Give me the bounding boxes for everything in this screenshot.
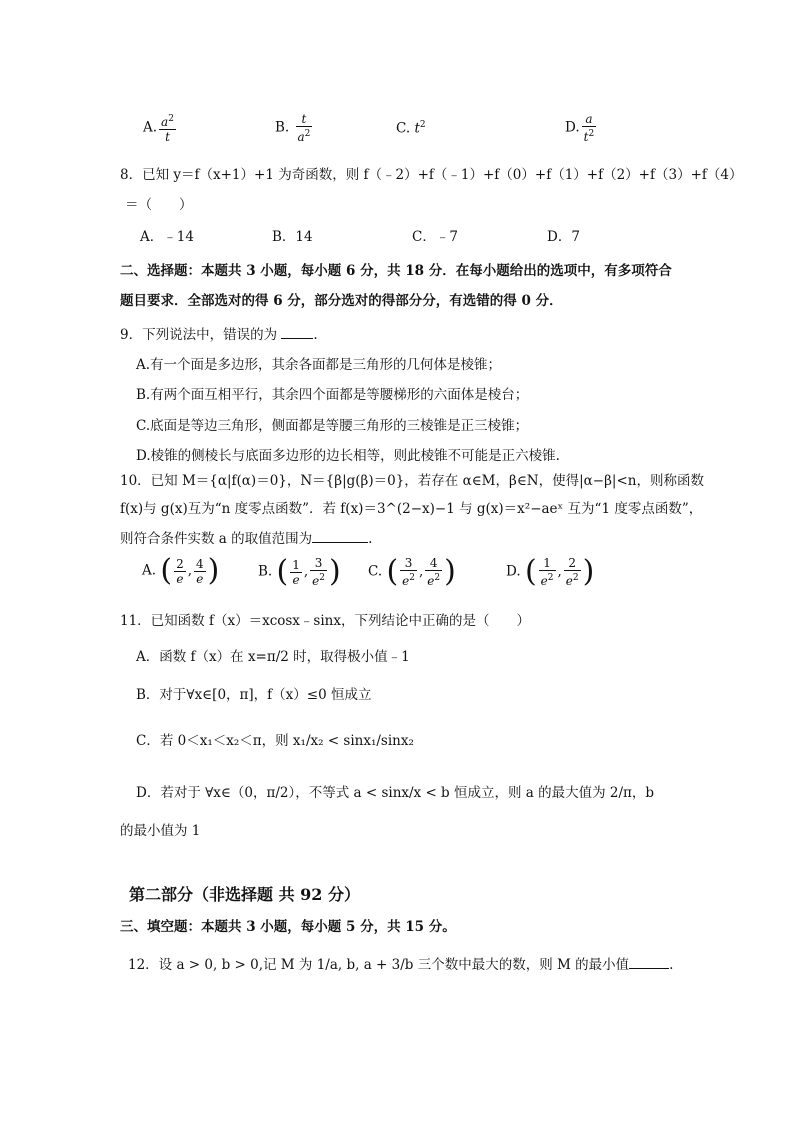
q8-stem-cont: ＝（ ） xyxy=(125,197,193,213)
section3-heading: 三、填空题：本题共 3 小题，每小题 5 分，共 15 分。 xyxy=(120,919,456,935)
q9-stem: 9．下列说法中，错误的为 . xyxy=(120,324,318,344)
q7-option-b: B. $\frac{t}{a^2}$ xyxy=(275,112,311,144)
q11-option-a: A．函数 f（x）在 x=π/2 时，取得极小值﹣1 xyxy=(136,649,410,665)
section2-line2: 题目要求．全部选对的得 6 分，部分选对的得部分分，有选错的得 0 分． xyxy=(120,293,563,309)
q9-option-c: C.底面是等边三角形，侧面都是等腰三角形的三棱锥是正三棱锥； xyxy=(136,418,529,434)
q10-option-b: B. ( $\frac{1}{e}$ , $\frac{3}{e^2}$ ) xyxy=(258,554,341,589)
q11-stem: 11．已知函数 f（x）＝xcosx﹣sinx，下列结论中正确的是（ ） xyxy=(120,613,530,629)
q10-line3: 则符合条件实数 a 的取值范围为 . xyxy=(120,528,372,548)
q8-option-d: D．7 xyxy=(547,229,580,245)
q11-option-d: D．若对于 ∀x∈（0，π/2），不等式 a < sinx/x < b 恒成立，则 a 的最大值为 2/π，b xyxy=(136,785,655,801)
q8-stem: 8．已知 y＝f（x+1）+1 为奇函数，则 f（﹣2）+f（﹣1）+f（0）+f（1）+f（2）+f（3）+f（4） xyxy=(120,167,743,183)
q11-option-d-cont: 的最小值为 1 xyxy=(120,823,201,839)
q8-option-a: A．﹣14 xyxy=(140,229,194,245)
q7-option-c: C. $t^2$ xyxy=(396,120,426,137)
q10-option-d: D. ( $\frac{1}{e^2}$ , $\frac{2}{e^2}$ ) xyxy=(506,554,595,589)
q11-option-b: B．对于∀x∈[0，π]，f（x）≤0 恒成立 xyxy=(136,687,372,703)
q9-option-b: B.有两个面互相平行，其余四个面都是等腰梯形的六面体是棱台； xyxy=(136,387,529,403)
section2-line1: 二、选择题：本题共 3 小题，每小题 6 分，共 18 分．在每小题给出的选项中，有多项符合 xyxy=(120,263,672,279)
q10-line2: f(x)与 g(x)互为“n 度零点函数”．若 f(x)＝3^(2−x)−1 与 g(x)＝x²−aeˣ 互为“1 度零点函数”， xyxy=(120,501,703,517)
part2-title: 第二部分（非选择题 共 92 分） xyxy=(129,885,360,904)
q10-line1: 10．已知 M＝{α|f(α)＝0}，N＝{β|g(β)＝0}，若存在 α∈M，β∈N，使得|α−β|<n，则称函数 xyxy=(120,473,704,489)
q10-option-c: C. ( $\frac{3}{e^2}$ , $\frac{4}{e^2}$ ) xyxy=(368,554,456,589)
q9-option-d: D.棱锥的侧棱长与底面多边形的边长相等，则此棱锥不可能是正六棱锥. xyxy=(136,448,560,464)
q12-stem: 12．设 a > 0, b > 0,记 M 为 1/a, b, a + 3/b 三个数中最大的数，则 M 的最小值 . xyxy=(128,954,673,974)
q8-option-c: C．﹣7 xyxy=(412,229,458,245)
q8-option-b: B．14 xyxy=(272,229,313,245)
q11-option-c: C．若 0＜x₁＜x₂＜π，则 x₁/x₂ < sinx₁/sinx₂ xyxy=(136,733,414,749)
q7-option-d: D. $\frac{a}{t^2}$ xyxy=(565,112,595,144)
q7-option-a: A. $\frac{a^2}{t}$ xyxy=(143,114,174,144)
q9-option-a: A.有一个面是多边形，其余各面都是三角形的几何体是棱锥； xyxy=(136,357,502,373)
q10-option-a: A. ( $\frac{2}{e}$ , $\frac{4}{e}$ ) xyxy=(142,553,220,588)
